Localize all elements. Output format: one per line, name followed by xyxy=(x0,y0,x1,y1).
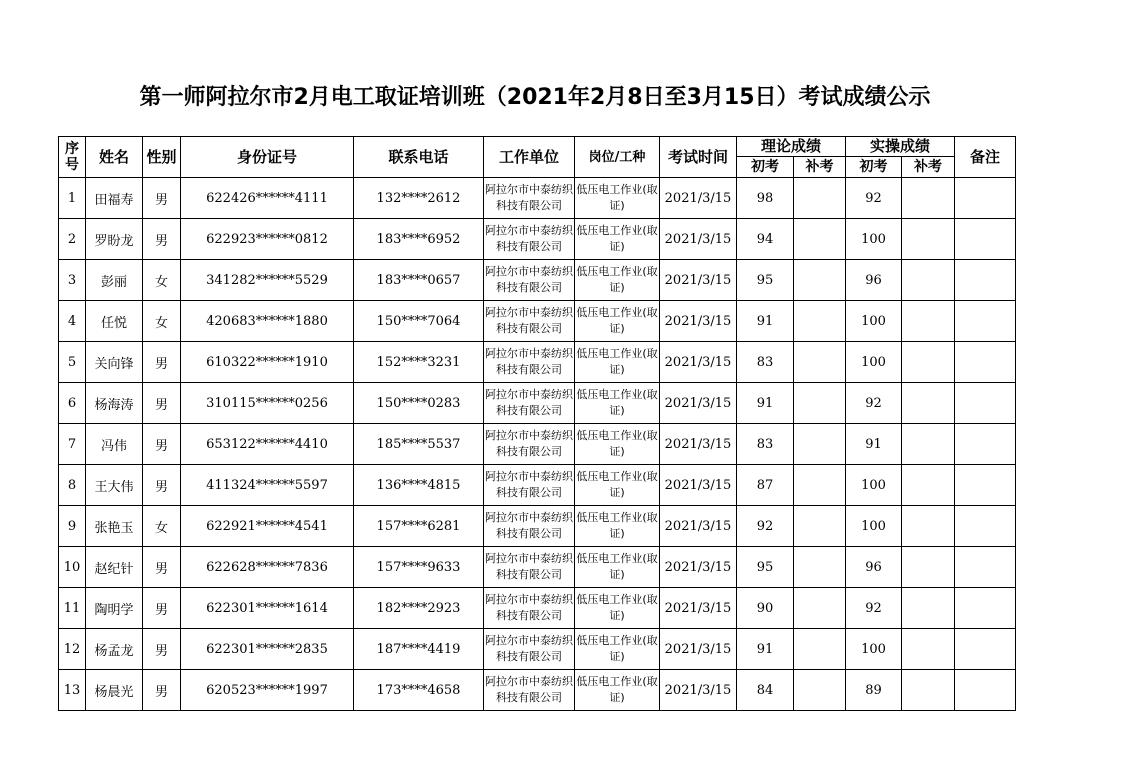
row-name: 张艳玉 xyxy=(86,506,143,547)
row-position: 低压电工作业(取证) xyxy=(575,629,660,670)
row-gender: 男 xyxy=(143,465,181,506)
row-practical-first: 100 xyxy=(846,465,902,506)
row-practical-makeup xyxy=(902,670,955,711)
row-gender: 男 xyxy=(143,178,181,219)
row-practical-first: 100 xyxy=(846,342,902,383)
row-theory-makeup xyxy=(794,670,846,711)
row-phone: 150****7064 xyxy=(354,301,484,342)
row-practical-makeup xyxy=(902,301,955,342)
row-practical-makeup xyxy=(902,629,955,670)
row-position: 低压电工作业(取证) xyxy=(575,383,660,424)
row-index: 13 xyxy=(59,670,86,711)
row-workplace: 阿拉尔市中泰纺织科技有限公司 xyxy=(484,547,575,588)
row-practical-first: 96 xyxy=(846,260,902,301)
row-id-number: 622923******0812 xyxy=(181,219,354,260)
row-gender: 男 xyxy=(143,342,181,383)
row-remarks xyxy=(955,588,1016,629)
row-practical-first: 92 xyxy=(846,588,902,629)
row-remarks xyxy=(955,219,1016,260)
row-name: 罗盼龙 xyxy=(86,219,143,260)
row-exam-time: 2021/3/15 xyxy=(660,588,737,629)
row-index: 4 xyxy=(59,301,86,342)
row-workplace: 阿拉尔市中泰纺织科技有限公司 xyxy=(484,465,575,506)
row-workplace: 阿拉尔市中泰纺织科技有限公司 xyxy=(484,342,575,383)
row-position: 低压电工作业(取证) xyxy=(575,424,660,465)
row-position: 低压电工作业(取证) xyxy=(575,670,660,711)
header-gender: 性别 xyxy=(143,137,181,178)
row-phone: 173****4658 xyxy=(354,670,484,711)
row-theory-makeup xyxy=(794,260,846,301)
header-position: 岗位/工种 xyxy=(575,137,660,178)
table-row xyxy=(59,178,1016,219)
row-name: 赵纪针 xyxy=(86,547,143,588)
header-remarks: 备注 xyxy=(955,137,1016,178)
row-phone: 152****3231 xyxy=(354,342,484,383)
row-name: 关向锋 xyxy=(86,342,143,383)
row-gender: 男 xyxy=(143,588,181,629)
row-phone: 157****6281 xyxy=(354,506,484,547)
row-id-number: 622301******1614 xyxy=(181,588,354,629)
row-id-number: 420683******1880 xyxy=(181,301,354,342)
row-workplace: 阿拉尔市中泰纺织科技有限公司 xyxy=(484,219,575,260)
row-workplace: 阿拉尔市中泰纺织科技有限公司 xyxy=(484,260,575,301)
row-name: 杨孟龙 xyxy=(86,629,143,670)
header-exam-time: 考试时间 xyxy=(660,137,737,178)
table-row xyxy=(59,301,1016,342)
row-name: 田福寿 xyxy=(86,178,143,219)
row-position: 低压电工作业(取证) xyxy=(575,178,660,219)
row-theory-makeup xyxy=(794,383,846,424)
row-theory-first: 92 xyxy=(737,506,794,547)
row-exam-time: 2021/3/15 xyxy=(660,219,737,260)
row-id-number: 622301******2835 xyxy=(181,629,354,670)
row-position: 低压电工作业(取证) xyxy=(575,260,660,301)
row-index: 9 xyxy=(59,506,86,547)
score-table xyxy=(58,136,1016,711)
row-exam-time: 2021/3/15 xyxy=(660,301,737,342)
row-theory-first: 94 xyxy=(737,219,794,260)
row-phone: 183****0657 xyxy=(354,260,484,301)
row-name: 杨海涛 xyxy=(86,383,143,424)
table-row xyxy=(59,670,1016,711)
row-workplace: 阿拉尔市中泰纺织科技有限公司 xyxy=(484,301,575,342)
row-position: 低压电工作业(取证) xyxy=(575,506,660,547)
row-remarks xyxy=(955,424,1016,465)
row-phone: 157****9633 xyxy=(354,547,484,588)
row-index: 6 xyxy=(59,383,86,424)
row-practical-makeup xyxy=(902,465,955,506)
table-row xyxy=(59,424,1016,465)
row-gender: 女 xyxy=(143,301,181,342)
row-remarks xyxy=(955,670,1016,711)
row-phone: 150****0283 xyxy=(354,383,484,424)
row-workplace: 阿拉尔市中泰纺织科技有限公司 xyxy=(484,629,575,670)
row-remarks xyxy=(955,260,1016,301)
row-theory-first: 90 xyxy=(737,588,794,629)
row-phone: 183****6952 xyxy=(354,219,484,260)
row-practical-makeup xyxy=(902,342,955,383)
row-practical-makeup xyxy=(902,547,955,588)
row-exam-time: 2021/3/15 xyxy=(660,178,737,219)
row-practical-first: 100 xyxy=(846,301,902,342)
row-position: 低压电工作业(取证) xyxy=(575,547,660,588)
row-theory-makeup xyxy=(794,178,846,219)
row-gender: 男 xyxy=(143,219,181,260)
row-exam-time: 2021/3/15 xyxy=(660,670,737,711)
row-gender: 男 xyxy=(143,424,181,465)
header-phone: 联系电话 xyxy=(354,137,484,178)
row-name: 冯伟 xyxy=(86,424,143,465)
header-practical-makeup: 补考 xyxy=(902,157,955,178)
row-index: 2 xyxy=(59,219,86,260)
header-id-number: 身份证号 xyxy=(181,137,354,178)
header-index: 序号 xyxy=(59,137,86,178)
row-theory-first: 95 xyxy=(737,260,794,301)
page-title: 第一师阿拉尔市2月电工取证培训班（2021年2月8日至3月15日）考试成绩公示 xyxy=(139,85,931,110)
row-practical-makeup xyxy=(902,219,955,260)
row-theory-first: 83 xyxy=(737,342,794,383)
row-index: 3 xyxy=(59,260,86,301)
header-name: 姓名 xyxy=(86,137,143,178)
row-gender: 男 xyxy=(143,670,181,711)
row-remarks xyxy=(955,629,1016,670)
row-exam-time: 2021/3/15 xyxy=(660,629,737,670)
row-theory-makeup xyxy=(794,588,846,629)
row-remarks xyxy=(955,178,1016,219)
header-practical-first: 初考 xyxy=(846,157,902,178)
row-theory-makeup xyxy=(794,465,846,506)
row-id-number: 622628******7836 xyxy=(181,547,354,588)
row-theory-first: 91 xyxy=(737,301,794,342)
row-theory-first: 98 xyxy=(737,178,794,219)
header-theory: 理论成绩 xyxy=(737,137,846,157)
row-index: 8 xyxy=(59,465,86,506)
row-name: 任悦 xyxy=(86,301,143,342)
row-theory-first: 95 xyxy=(737,547,794,588)
row-name: 王大伟 xyxy=(86,465,143,506)
row-phone: 182****2923 xyxy=(354,588,484,629)
row-index: 10 xyxy=(59,547,86,588)
row-practical-makeup xyxy=(902,506,955,547)
row-name: 陶明学 xyxy=(86,588,143,629)
table-row xyxy=(59,465,1016,506)
row-workplace: 阿拉尔市中泰纺织科技有限公司 xyxy=(484,670,575,711)
row-workplace: 阿拉尔市中泰纺织科技有限公司 xyxy=(484,383,575,424)
row-id-number: 620523******1997 xyxy=(181,670,354,711)
row-index: 5 xyxy=(59,342,86,383)
row-position: 低压电工作业(取证) xyxy=(575,219,660,260)
row-practical-makeup xyxy=(902,260,955,301)
row-practical-first: 100 xyxy=(846,629,902,670)
row-name: 彭丽 xyxy=(86,260,143,301)
row-id-number: 610322******1910 xyxy=(181,342,354,383)
row-index: 7 xyxy=(59,424,86,465)
row-workplace: 阿拉尔市中泰纺织科技有限公司 xyxy=(484,178,575,219)
row-theory-makeup xyxy=(794,342,846,383)
row-practical-makeup xyxy=(902,383,955,424)
row-gender: 女 xyxy=(143,506,181,547)
row-practical-makeup xyxy=(902,588,955,629)
row-theory-makeup xyxy=(794,301,846,342)
row-practical-makeup xyxy=(902,178,955,219)
row-theory-first: 91 xyxy=(737,629,794,670)
row-index: 12 xyxy=(59,629,86,670)
row-id-number: 622426******4111 xyxy=(181,178,354,219)
row-theory-makeup xyxy=(794,506,846,547)
row-theory-makeup xyxy=(794,547,846,588)
table-row xyxy=(59,260,1016,301)
row-gender: 女 xyxy=(143,260,181,301)
row-practical-first: 92 xyxy=(846,178,902,219)
row-theory-makeup xyxy=(794,219,846,260)
row-practical-first: 96 xyxy=(846,547,902,588)
table-row xyxy=(59,342,1016,383)
header-theory-makeup: 补考 xyxy=(794,157,846,178)
row-theory-makeup xyxy=(794,424,846,465)
row-practical-makeup xyxy=(902,424,955,465)
row-position: 低压电工作业(取证) xyxy=(575,342,660,383)
row-theory-makeup xyxy=(794,629,846,670)
row-exam-time: 2021/3/15 xyxy=(660,383,737,424)
row-remarks xyxy=(955,301,1016,342)
row-exam-time: 2021/3/15 xyxy=(660,424,737,465)
table-row xyxy=(59,588,1016,629)
row-gender: 男 xyxy=(143,547,181,588)
row-workplace: 阿拉尔市中泰纺织科技有限公司 xyxy=(484,424,575,465)
table-row xyxy=(59,383,1016,424)
row-remarks xyxy=(955,383,1016,424)
table-row xyxy=(59,547,1016,588)
row-position: 低压电工作业(取证) xyxy=(575,465,660,506)
row-practical-first: 92 xyxy=(846,383,902,424)
row-practical-first: 89 xyxy=(846,670,902,711)
table-body xyxy=(59,178,1016,711)
row-phone: 187****4419 xyxy=(354,629,484,670)
row-phone: 132****2612 xyxy=(354,178,484,219)
row-theory-first: 87 xyxy=(737,465,794,506)
row-workplace: 阿拉尔市中泰纺织科技有限公司 xyxy=(484,506,575,547)
table-row xyxy=(59,219,1016,260)
row-position: 低压电工作业(取证) xyxy=(575,301,660,342)
row-theory-first: 91 xyxy=(737,383,794,424)
table-row xyxy=(59,506,1016,547)
row-exam-time: 2021/3/15 xyxy=(660,342,737,383)
row-practical-first: 100 xyxy=(846,506,902,547)
row-theory-first: 84 xyxy=(737,670,794,711)
header-practical: 实操成绩 xyxy=(846,137,955,157)
header-workplace: 工作单位 xyxy=(484,137,575,178)
row-theory-first: 83 xyxy=(737,424,794,465)
row-id-number: 411324******5597 xyxy=(181,465,354,506)
row-remarks xyxy=(955,342,1016,383)
row-id-number: 310115******0256 xyxy=(181,383,354,424)
table-row xyxy=(59,629,1016,670)
row-id-number: 653122******4410 xyxy=(181,424,354,465)
row-position: 低压电工作业(取证) xyxy=(575,588,660,629)
row-id-number: 622921******4541 xyxy=(181,506,354,547)
row-practical-first: 91 xyxy=(846,424,902,465)
row-remarks xyxy=(955,465,1016,506)
row-exam-time: 2021/3/15 xyxy=(660,506,737,547)
row-practical-first: 100 xyxy=(846,219,902,260)
row-index: 1 xyxy=(59,178,86,219)
row-workplace: 阿拉尔市中泰纺织科技有限公司 xyxy=(484,588,575,629)
row-remarks xyxy=(955,547,1016,588)
row-gender: 男 xyxy=(143,629,181,670)
row-gender: 男 xyxy=(143,383,181,424)
row-name: 杨晨光 xyxy=(86,670,143,711)
row-phone: 185****5537 xyxy=(354,424,484,465)
row-id-number: 341282******5529 xyxy=(181,260,354,301)
row-exam-time: 2021/3/15 xyxy=(660,547,737,588)
row-phone: 136****4815 xyxy=(354,465,484,506)
row-exam-time: 2021/3/15 xyxy=(660,465,737,506)
row-exam-time: 2021/3/15 xyxy=(660,260,737,301)
row-remarks xyxy=(955,506,1016,547)
row-index: 11 xyxy=(59,588,86,629)
header-theory-first: 初考 xyxy=(737,157,794,178)
